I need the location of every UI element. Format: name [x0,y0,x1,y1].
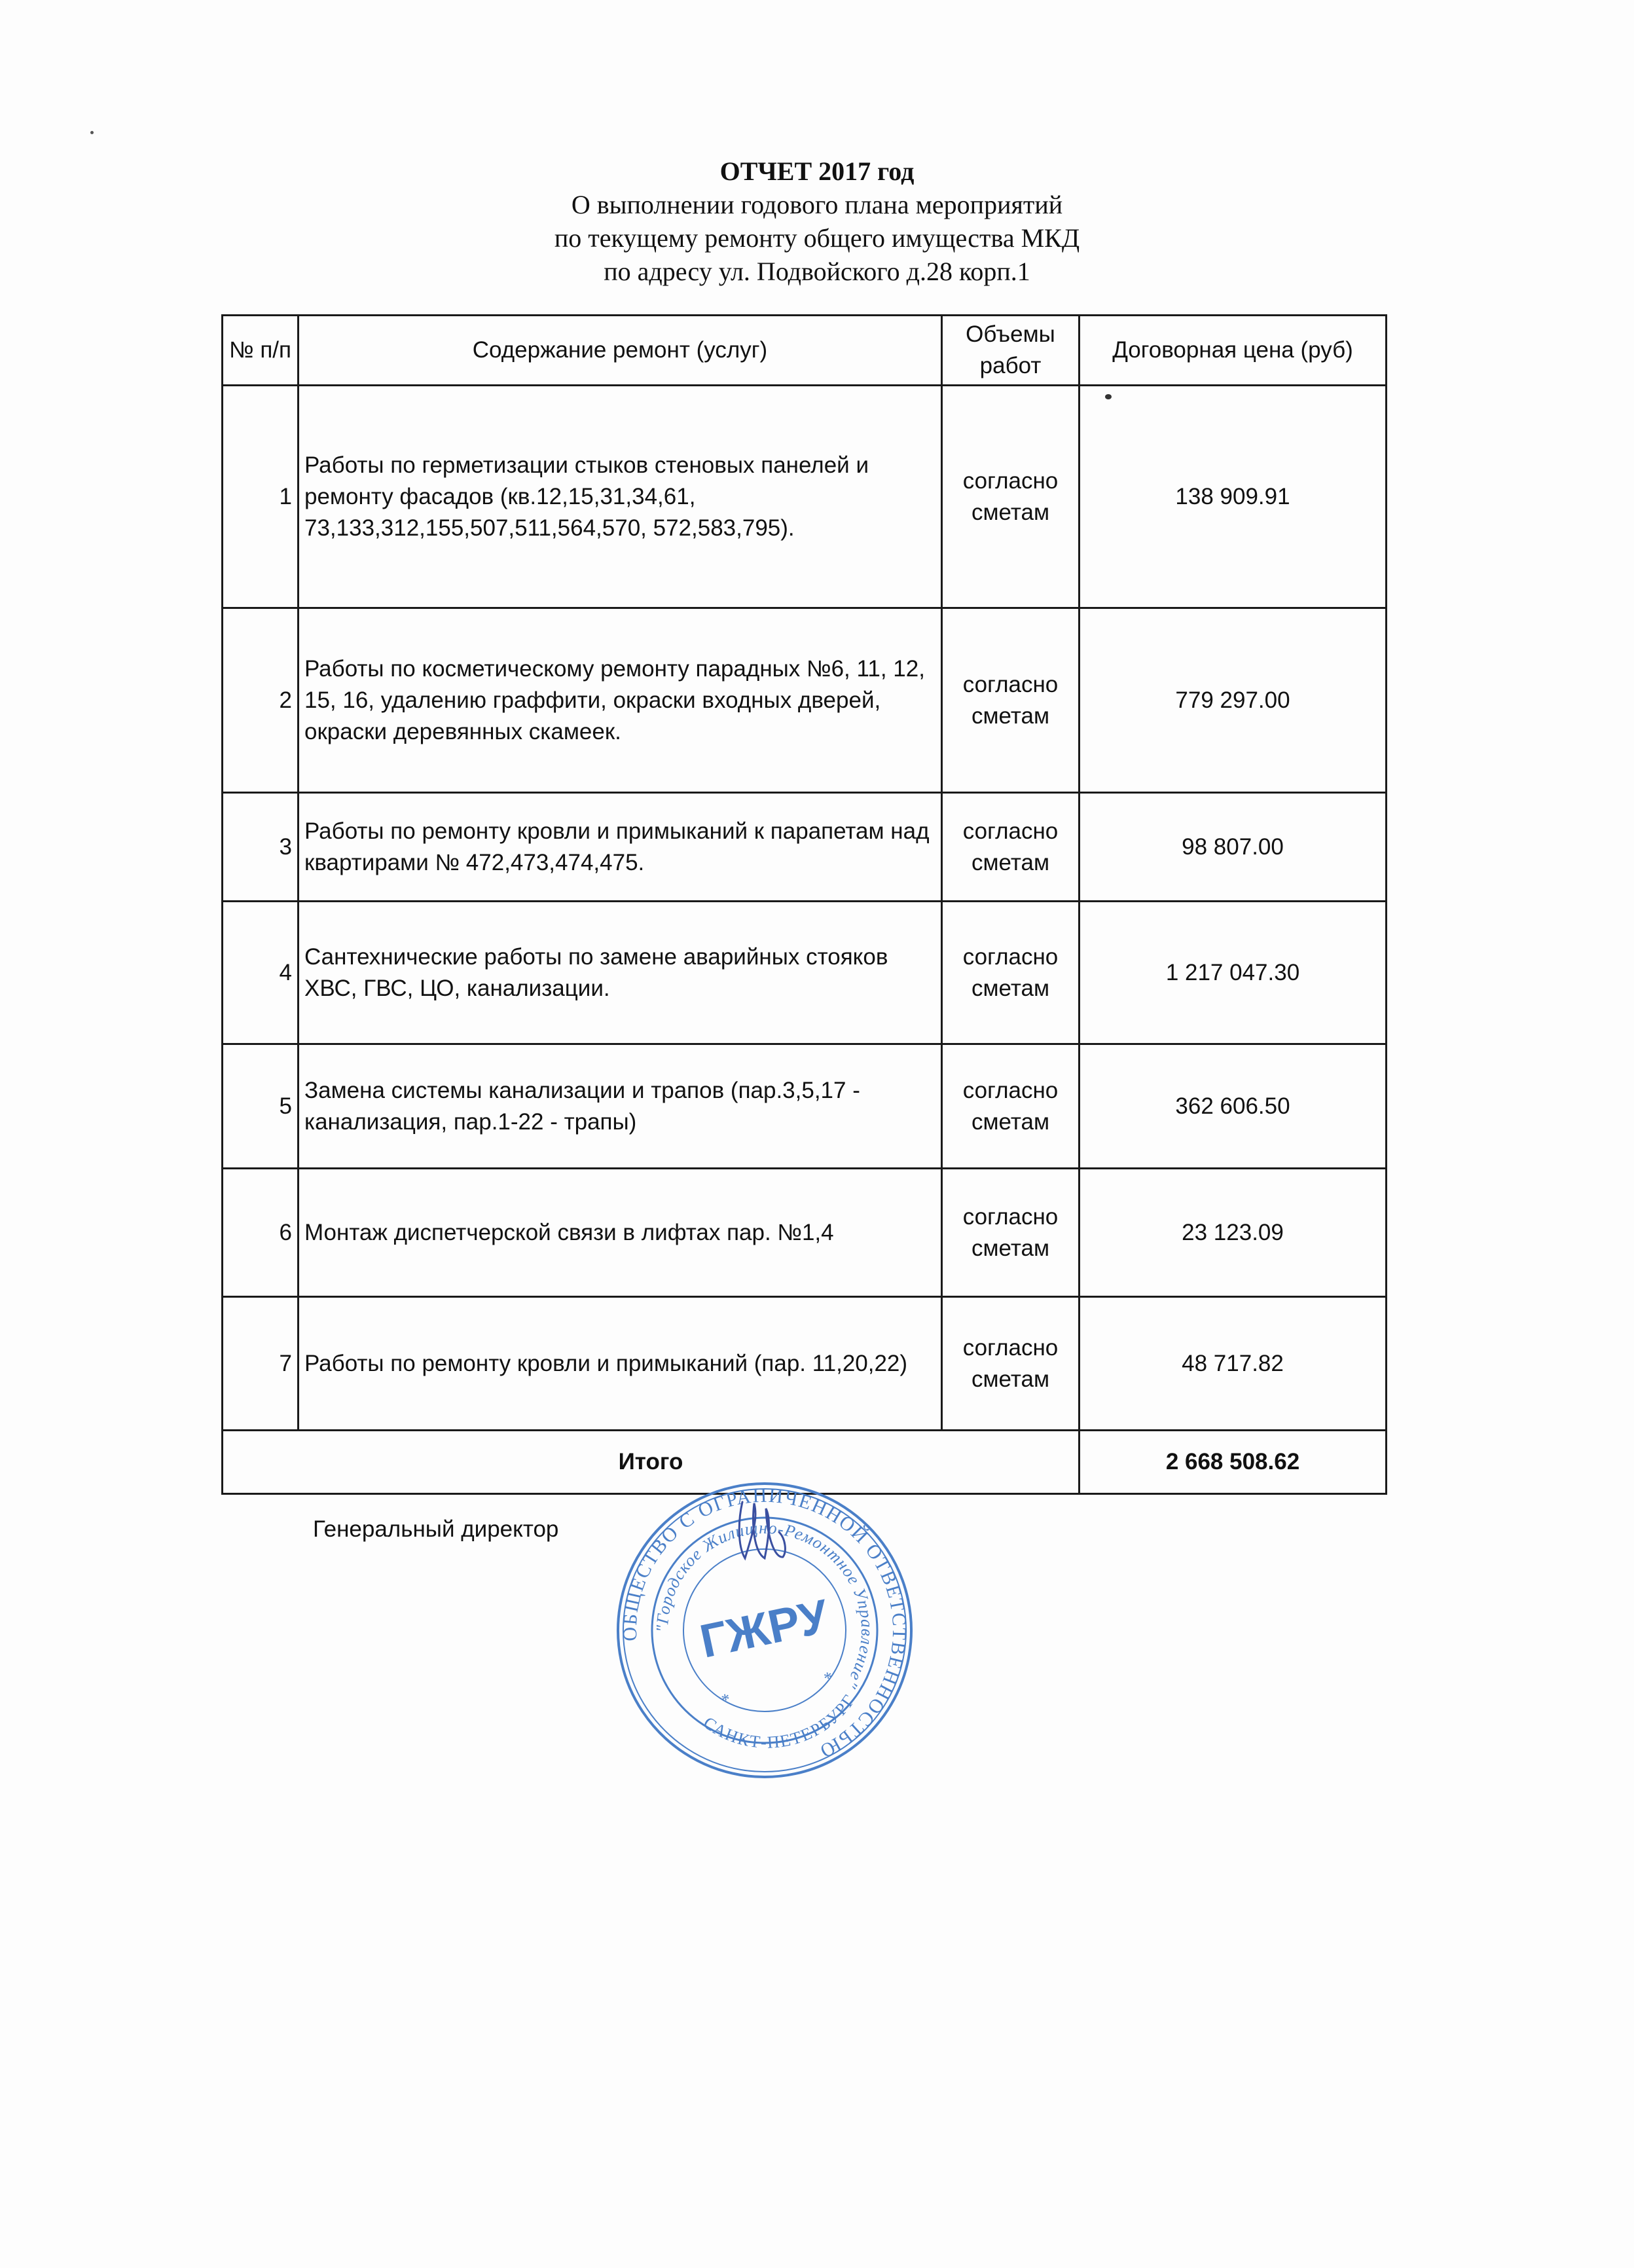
stamp-inner-text: "Городское Жилищно-Ремонтное Управление" [652,1518,877,1692]
row-volume-line-1: согласно [962,1077,1059,1103]
row-description: Монтаж диспетчерской связи в лифтах пар. №1,4 [299,1169,942,1297]
row-volume-line-1: согласно [962,467,1059,494]
scan-speck [90,131,94,134]
row-volume-line-2: сметам [971,1366,1050,1392]
stamp-bottom-text: САНКТ-ПЕТЕРБУРГ [700,1690,860,1752]
row-description: Работы по герметизации стыков стеновых панелей и ремонту фасадов (кв.12,15,31,34,61, 73,133,312,155,507,511,564,570, 572,583,795). [299,386,942,608]
report-header [0,155,1634,288]
report-title: ОТЧЕТ 2017 год [719,156,915,186]
row-volume-line-1: согласно [962,943,1059,970]
row-number: 4 [223,902,299,1044]
row-number: 2 [223,608,299,793]
row-price: 779 297.00 [1080,608,1387,793]
total-value: 2 668 508.62 [1080,1431,1387,1494]
row-volume-line-2: сметам [971,975,1050,1001]
row-price: 48 717.82 [1080,1297,1387,1431]
row-volume-line-1: согласно [962,1334,1059,1361]
row-number: 3 [223,793,299,902]
row-volume [942,608,1080,793]
total-label: Итого [223,1431,1080,1494]
row-volume-line-1: согласно [962,1203,1059,1230]
table-header-row [223,316,1387,386]
table-row [223,793,1387,902]
row-number: 1 [223,386,299,608]
ink-speck [1105,394,1112,399]
row-volume-line-1: согласно [962,671,1059,697]
row-volume-line-1: согласно [962,818,1059,844]
row-price: 23 123.09 [1080,1169,1387,1297]
stamp-outer-text: ОБЩЕСТВО С ОГРАНИЧЕННОЙ ОТВЕТСТВЕННОСТЬЮ [619,1484,911,1763]
report-subtitle-line-2: по текущему ремонту общего имущества МКД [554,223,1080,253]
row-price: 138 909.91 [1080,386,1387,608]
row-description: Работы по ремонту кровли и примыканий к парапетам над квартирами № 472,473,474,475. [299,793,942,902]
signature-position: Генеральный директор [313,1516,559,1542]
row-volume-line-2: сметам [971,703,1050,729]
row-volume-line-2: сметам [971,499,1050,525]
row-description: Работы по ремонту кровли и примыканий (пар. 11,20,22) [299,1297,942,1431]
header-number: № п/п [223,316,299,386]
table-row [223,1169,1387,1297]
row-volume [942,1169,1080,1297]
row-description: Работы по косметическому ремонту парадных №6, 11, 12, 15, 16, удалению граффити, окраски входных дверей, окраски деревянных скамеек. [299,608,942,793]
row-price: 98 807.00 [1080,793,1387,902]
header-volume-line-1: Объемы [966,321,1055,347]
company-stamp [614,1480,915,1781]
report-subtitle-line-1: О выполнении годового плана мероприятий [571,190,1063,219]
row-description: Замена системы канализации и трапов (пар.3,5,17 - канализация, пар.1-22 - трапы) [299,1044,942,1169]
table-row [223,608,1387,793]
row-volume [942,1297,1080,1431]
row-number: 6 [223,1169,299,1297]
row-price: 362 606.50 [1080,1044,1387,1169]
table-row [223,902,1387,1044]
row-description: Сантехнические работы по замене аварийных стояков ХВС, ГВС, ЦО, канализации. [299,902,942,1044]
row-volume-line-2: сметам [971,1108,1050,1135]
row-volume [942,793,1080,902]
header-volume [942,316,1080,386]
stamp-star-right: * [822,1668,835,1689]
stamp-star-left: * [719,1689,733,1710]
header-price: Договорная цена (руб) [1080,316,1387,386]
row-volume [942,386,1080,608]
stamp-center-text: ГЖРУ [695,1590,833,1668]
row-number: 5 [223,1044,299,1169]
report-address-line: по адресу ул. Подвойского д.28 корп.1 [604,257,1030,286]
header-volume-line-2: работ [979,353,1042,378]
row-price: 1 217 047.30 [1080,902,1387,1044]
works-table [221,314,1387,1495]
table-row [223,386,1387,608]
header-description: Содержание ремонт (услуг) [299,316,942,386]
row-volume-line-2: сметам [971,1235,1050,1261]
row-volume [942,1044,1080,1169]
table-row [223,1044,1387,1169]
row-volume-line-2: сметам [971,849,1050,875]
row-volume [942,902,1080,1044]
row-number: 7 [223,1297,299,1431]
table-row [223,1297,1387,1431]
